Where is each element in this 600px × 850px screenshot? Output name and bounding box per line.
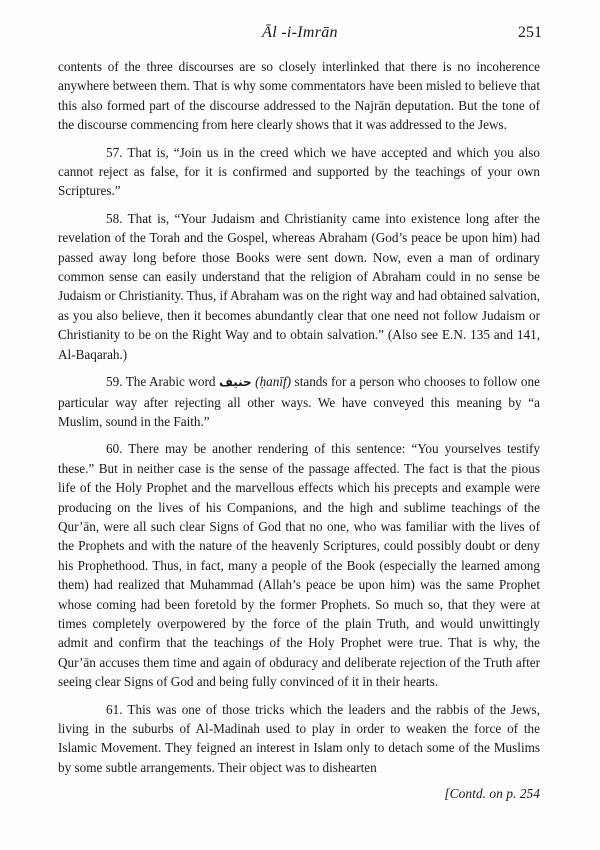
note-59-text-start: 59. The Arabic word (106, 374, 219, 390)
note-59-text-end: stands for a person who chooses to follow one particular way after rejecting all other ways. We have conveyed this meaning by “a Muslim, sound in the Faith.” (58, 374, 540, 429)
note-57: 57. That is, “Join us in the creed which we have accepted and which you also cannot reject as false, for it is confirmed and supported by the teachings of your own Scriptures.” (58, 144, 540, 199)
body-text (58, 57, 540, 785)
note-58: 58. That is, “Your Judaism and Christianity came into existence long after the revelation of the Torah and the Gospel, whereas Abraham (God’s peace be upon him) had passed away long before those Books were sent down. Now, even a man of ordinary common sense can easily understand that the religion of Abraham could in no sense be Judaism or Christianity. Thus, if Abraham was on the right way and had obtained salvation, as you also believe, then it becomes abundantly clear that one need not follow Judaism or Christianity to be on the Right Way and to obtain salvation.” (Also see E.N. 135 and 141, Al-Baqarah.) (58, 210, 540, 362)
page-number: 251 (518, 24, 542, 41)
continued-paragraph: contents of the three discourses are so closely interlinked that there is no incoherence anywhere between them. That is why some commentators have been misled to believe that this also formed part of the discourse addressed to the Najrān deputation. But the tone of the discourse commencing from here clearly shows that it was addressed to the Jews. (58, 59, 540, 133)
note-60: 60. There may be another rendering of this sentence: “You yourselves testify these.” But in neither case is the sense of the passage affected. The fact is that the pious life of the Holy Prophet and the marvellous effects which his precepts and example were producing on the lives of his Companions, and the high and sublime teachings of the Qur’ān, were all such clear Signs of God that no one, who was familiar with the lives of the Prophets and with the nature of the heavenly Scriptures, could possibly doubt or deny his Prophethood. Thus, in fact, many a people of the Book (especially the learned among them) had realized that Muhammad (Allah’s peace be upon him) was the same Prophet whose coming had been foretold by the former Prophets. So much so, that they were at times completely overpowered by the force of the plain Truth, and would unwittingly admit and confirm that the teachings of the Holy Prophet were true. That is why, the Qur’ān accuses them time and again of obduracy and deliberate rejection of the Truth after seeing clear Signs of God and being fully convinced of it in their hearts. (58, 441, 540, 690)
continued-on-note: [Contd. on p. 254 (444, 786, 540, 801)
transliteration: (ḥanīf) (255, 374, 292, 390)
note-61: 61. This was one of those tricks which the leaders and the rabbis of the Jews, living in the suburbs of Al-Madinah used to play in order to weaken the force of the Islamic Movement. They feigned an interest in Islam only to detach some of the Muslims by some subtle arrangements. Their object was to dishearten (58, 701, 540, 775)
arabic-word: حنيف (218, 375, 252, 390)
running-header (0, 24, 600, 48)
note-59 (58, 372, 540, 431)
chapter-title: Āl -i-Imrān (262, 24, 338, 41)
